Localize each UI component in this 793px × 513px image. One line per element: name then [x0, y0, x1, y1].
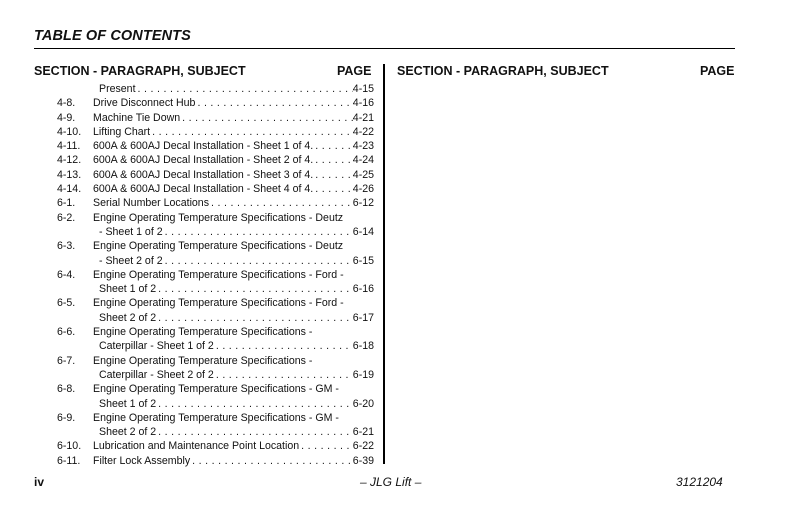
toc-entry: [34, 139, 374, 153]
toc-entry-line: [99, 82, 374, 96]
toc-entry-subject: 600A & 600AJ Decal Installation - Sheet 2 of 4.: [93, 154, 314, 167]
toc-entry: [34, 182, 374, 196]
toc-entry-line: [99, 225, 374, 239]
dot-leader: [313, 168, 353, 182]
toc-entry-line: [93, 111, 374, 125]
toc-entry-subject: Engine Operating Temperature Specifications - GM -: [93, 411, 339, 424]
toc-entry-page: 4-24: [352, 154, 374, 167]
toc-entry-line: [93, 354, 374, 368]
toc-entry: [34, 411, 374, 425]
toc-entry-line: [99, 397, 374, 411]
toc-entry-page: 6-22: [352, 440, 374, 453]
toc-entry-number: 6-2.: [57, 211, 76, 224]
dot-leader: [163, 225, 353, 239]
toc-entry-subject: Engine Operating Temperature Specifications - Deutz: [93, 240, 344, 253]
dot-leader: [156, 282, 353, 296]
toc-entry-subject: Engine Operating Temperature Specifications - Deutz: [93, 211, 344, 224]
toc-entry-list: [34, 82, 374, 468]
toc-entry-page: 6-39: [352, 454, 374, 467]
footer-page-number: iv: [34, 475, 45, 489]
toc-entry: [34, 125, 374, 139]
toc-entry: [34, 82, 374, 96]
dot-leader: [214, 368, 353, 382]
toc-entry-page: 4-22: [352, 125, 374, 138]
toc-entry-subject: Engine Operating Temperature Specifications - Ford -: [93, 268, 344, 281]
toc-entry: [34, 282, 374, 296]
toc-entry-subject: Sheet 2 of 2: [99, 311, 157, 324]
toc-entry-number: 4-11.: [57, 140, 81, 153]
toc-entry-line: [93, 268, 374, 282]
toc-entry-line: [93, 211, 374, 225]
toc-entry-number: 4-14.: [57, 183, 82, 196]
toc-entry: [34, 425, 374, 439]
toc-entry-line: [99, 282, 374, 296]
toc-entry: [34, 254, 374, 268]
dot-leader: [313, 139, 353, 153]
left-page-header: PAGE: [337, 64, 372, 78]
right-page-header: PAGE: [700, 64, 735, 78]
toc-entry-subject: 600A & 600AJ Decal Installation - Sheet 4 of 4.: [93, 183, 314, 196]
dot-leader: [214, 339, 353, 353]
toc-entry-line: [93, 196, 374, 210]
toc-entry-number: 6-4.: [57, 268, 76, 281]
toc-entry-number: 6-6.: [57, 326, 76, 339]
right-section-header: SECTION - PARAGRAPH, SUBJECT: [397, 64, 609, 78]
toc-entry-subject: Sheet 1 of 2: [99, 397, 157, 410]
title-divider: [34, 48, 735, 49]
dot-leader: [209, 196, 353, 210]
toc-entry-line: [99, 425, 374, 439]
toc-entry-number: 6-11.: [57, 454, 81, 467]
toc-entry-line: [93, 454, 374, 468]
toc-entry-subject: Caterpillar - Sheet 1 of 2: [99, 340, 214, 353]
toc-entry-subject: Engine Operating Temperature Specifications - GM -: [93, 383, 339, 396]
dot-leader: [156, 397, 353, 411]
toc-entry: [34, 196, 374, 210]
toc-entry-subject: Drive Disconnect Hub: [93, 97, 196, 110]
toc-entry-line: [93, 182, 374, 196]
toc-entry-number: 6-9.: [57, 411, 76, 424]
toc-entry-subject: Machine Tie Down: [93, 111, 181, 124]
toc-entry-number: 4-8.: [57, 97, 76, 110]
toc-entry: [34, 454, 374, 468]
dot-leader: [195, 96, 352, 110]
toc-entry: [34, 311, 374, 325]
toc-entry: [34, 339, 374, 353]
toc-entry-page: 6-17: [352, 311, 374, 324]
toc-entry: [34, 325, 374, 339]
toc-entry: [34, 225, 374, 239]
toc-entry-subject: Caterpillar - Sheet 2 of 2: [99, 368, 214, 381]
dot-leader: [313, 153, 353, 167]
toc-entry-page: 4-23: [352, 140, 374, 153]
toc-entry-line: [93, 382, 374, 396]
toc-entry: [34, 296, 374, 310]
footer-doc-number: 3121204: [676, 475, 723, 489]
toc-entry-number: 6-7.: [57, 354, 76, 367]
toc-entry-line: [93, 411, 374, 425]
toc-entry-number: 6-1.: [57, 197, 76, 210]
toc-entry-page: 4-26: [352, 183, 374, 196]
toc-entry-subject: Present: [99, 83, 136, 95]
toc-entry-line: [93, 139, 374, 153]
toc-entry-line: [99, 339, 374, 353]
toc-entry-subject: - Sheet 1 of 2: [99, 225, 163, 238]
dot-leader: [180, 111, 353, 125]
toc-entry: [34, 111, 374, 125]
toc-entry-page: 6-12: [352, 197, 374, 210]
toc-entry-number: 4-12.: [57, 154, 82, 167]
toc-entry-subject: 600A & 600AJ Decal Installation - Sheet 3 of 4.: [93, 168, 314, 181]
column-divider: [383, 64, 385, 464]
toc-entry-subject: - Sheet 2 of 2: [99, 254, 163, 267]
toc-entry-page: 4-15: [352, 83, 374, 95]
toc-entry-number: 4-13.: [57, 168, 82, 181]
dot-leader: [163, 254, 353, 268]
dot-leader: [156, 311, 353, 325]
toc-entry: [34, 96, 374, 110]
toc-entry: [34, 354, 374, 368]
toc-entry-page: 6-20: [352, 397, 374, 410]
dot-leader: [299, 439, 353, 453]
dot-leader: [156, 425, 353, 439]
toc-entry-subject: Engine Operating Temperature Specifications -: [93, 354, 313, 367]
toc-entry-page: 4-25: [352, 168, 374, 181]
toc-entry-subject: Filter Lock Assembly: [93, 454, 191, 467]
toc-entry-page: 4-21: [352, 111, 374, 124]
toc-entry-line: [93, 168, 374, 182]
dot-leader: [150, 125, 353, 139]
toc-entry-page: 4-16: [352, 97, 374, 110]
footer-publisher: – JLG Lift –: [360, 475, 422, 489]
toc-entry-number: 6-5.: [57, 297, 76, 310]
toc-entry-page: 6-15: [352, 254, 374, 267]
toc-entry-line: [93, 325, 374, 339]
toc-entry-page: 6-21: [352, 426, 374, 439]
toc-entry-number: 6-10.: [57, 440, 82, 453]
toc-entry-page: 6-14: [352, 225, 374, 238]
toc-entry-line: [93, 239, 374, 253]
toc-entry: [34, 168, 374, 182]
toc-entry-subject: Engine Operating Temperature Specifications -: [93, 326, 313, 339]
toc-entry-line: [93, 96, 374, 110]
toc-entry-subject: Lubrication and Maintenance Point Location: [93, 440, 300, 453]
toc-entry-number: 4-9.: [57, 111, 76, 124]
toc-entry-line: [93, 125, 374, 139]
toc-entry-line: [99, 311, 374, 325]
toc-entry-line: [93, 439, 374, 453]
toc-entry-line: [93, 296, 374, 310]
toc-entry-subject: Engine Operating Temperature Specifications - Ford -: [93, 297, 344, 310]
toc-entry-line: [93, 153, 374, 167]
dot-leader: [190, 454, 353, 468]
toc-entry-subject: Serial Number Locations: [93, 197, 209, 210]
toc-entry-number: 6-3.: [57, 240, 76, 253]
toc-entry: [34, 397, 374, 411]
toc-entry: [34, 439, 374, 453]
toc-entry-subject: Lifting Chart: [93, 125, 151, 138]
toc-entry: [34, 239, 374, 253]
toc-entry-page: 6-16: [352, 283, 374, 296]
page-title: TABLE OF CONTENTS: [34, 28, 191, 44]
dot-leader: [136, 82, 353, 96]
toc-entry-line: [99, 254, 374, 268]
toc-entry-page: 6-18: [352, 340, 374, 353]
toc-entry: [34, 153, 374, 167]
toc-entry-subject: Sheet 2 of 2: [99, 426, 157, 439]
toc-entry-subject: Sheet 1 of 2: [99, 283, 157, 296]
toc-entry-number: 4-10.: [57, 125, 82, 138]
toc-entry-number: 6-8.: [57, 383, 76, 396]
left-section-header: SECTION - PARAGRAPH, SUBJECT: [34, 64, 246, 78]
toc-entry: [34, 382, 374, 396]
toc-entry: [34, 268, 374, 282]
dot-leader: [313, 182, 353, 196]
toc-entry-subject: 600A & 600AJ Decal Installation - Sheet 1 of 4.: [93, 140, 314, 153]
toc-entry-line: [99, 368, 374, 382]
toc-entry: [34, 368, 374, 382]
toc-entry: [34, 211, 374, 225]
toc-entry-page: 6-19: [352, 368, 374, 381]
